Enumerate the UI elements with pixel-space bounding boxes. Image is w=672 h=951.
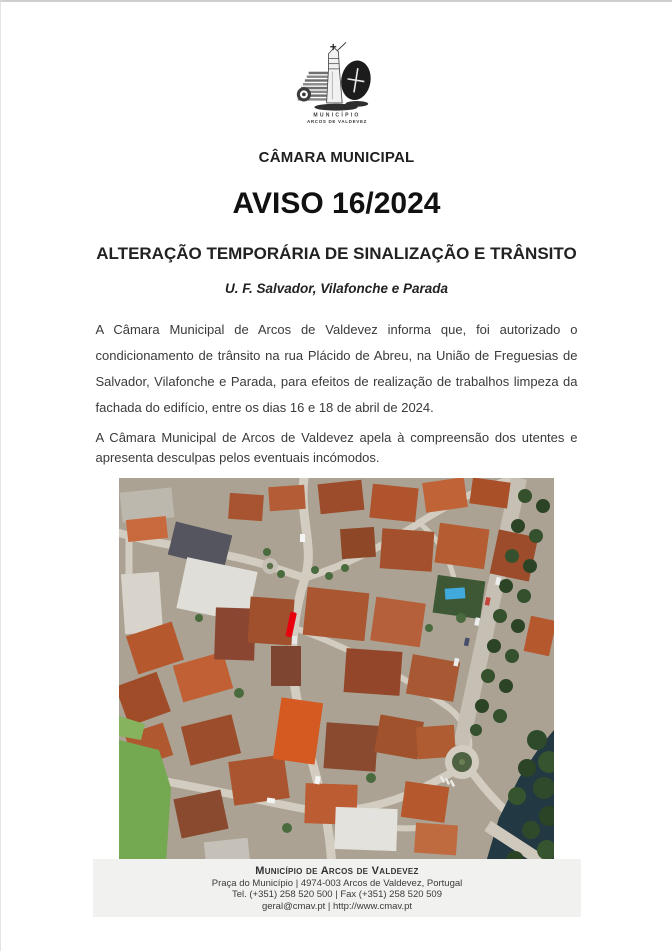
notice-parish-line: U. F. Salvador, Vilafonche e Parada [224,281,449,296]
satellite-map-image [119,478,554,879]
org-title: CÂMARA MUNICIPAL [258,149,415,166]
footer-phone-fax: Tel. (+351) 258 520 500 | Fax (+351) 258 520 509 [231,889,443,901]
satellite-map [119,478,554,879]
notice-subtitle: ALTERAÇÃO TEMPORÁRIA DE SINALIZAÇÃO E TRÂNSITO [96,244,577,263]
footer-municipality-name: Município de Arcos de Valdevez [255,865,419,877]
footer-address: Praça do Município | 4974-003 Arcos de Valdevez, Portugal [211,877,463,889]
footer [93,859,581,917]
notice-paragraph-2: A Câmara Municipal de Arcos de Valdevez apela à compreensão dos utentes e apresenta desculpas pelos eventuais incómodos. [95,430,578,465]
municipality-logo-icon [285,40,389,128]
logo-caption-arcos: ARCOS DE VALDEVEZ [306,119,367,125]
header [1,2,672,133]
logo-caption-municipio: MUNICÍPIO [312,112,361,119]
notice-paragraph-1: A Câmara Municipal de Arcos de Valdevez informa que, foi autorizado o condicionamento de trânsito na rua Plácido de Abreu, na União de Freguesias de Salvador, Vilafonche e Parada, para efeitos de realização de trabalhos limpeza da fachada do edifício, entre os dias 16 e 18 de abril de 2024. [95,322,578,415]
notice-title: AVISO 16/2024 [232,187,441,220]
footer-email-website: geral@cmav.pt | http://www.cmav.pt [261,900,413,912]
